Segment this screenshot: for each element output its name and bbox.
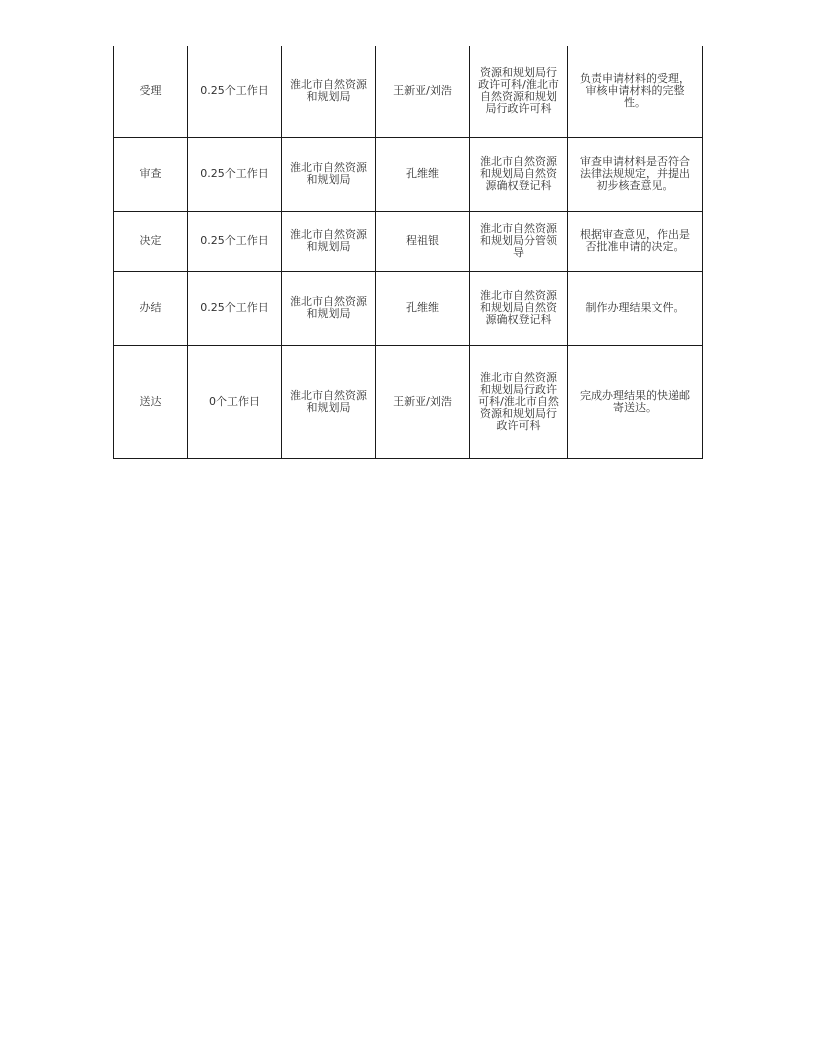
table-row	[114, 137, 703, 211]
organization-cell: 淮北市自然资源和规划局	[282, 46, 376, 137]
time-limit-cell: 0.25个工作日	[188, 46, 282, 137]
time-limit-cell: 0.25个工作日	[188, 211, 282, 271]
time-limit-cell: 0.25个工作日	[188, 137, 282, 211]
table-row	[114, 46, 703, 137]
person-cell: 王新亚/刘浩	[376, 46, 470, 137]
person-cell: 程祖银	[376, 211, 470, 271]
person-cell: 王新亚/刘浩	[376, 345, 470, 458]
organization-cell: 淮北市自然资源和规划局	[282, 345, 376, 458]
table-row	[114, 211, 703, 271]
time-limit-cell: 0.25个工作日	[188, 271, 282, 345]
duty-cell: 完成办理结果的快递邮寄送达。	[568, 345, 703, 458]
department-cell: 淮北市自然资源和规划局自然资源确权登记科	[470, 137, 568, 211]
stage-cell: 受理	[114, 46, 188, 137]
department-cell: 淮北市自然资源和规划局行政许可科/淮北市自然资源和规划局行政许可科	[470, 345, 568, 458]
duty-cell: 负责申请材料的受理，审核申请材料的完整性。	[568, 46, 703, 137]
duty-cell: 审查申请材料是否符合法律法规规定，并提出初步核查意见。	[568, 137, 703, 211]
department-cell: 淮北市自然资源和规划局自然资源确权登记科	[470, 271, 568, 345]
process-table	[113, 46, 703, 459]
organization-cell: 淮北市自然资源和规划局	[282, 211, 376, 271]
table-row	[114, 345, 703, 458]
organization-cell: 淮北市自然资源和规划局	[282, 271, 376, 345]
stage-cell: 送达	[114, 345, 188, 458]
stage-cell: 审查	[114, 137, 188, 211]
time-limit-cell: 0个工作日	[188, 345, 282, 458]
organization-cell: 淮北市自然资源和规划局	[282, 137, 376, 211]
person-cell: 孔维维	[376, 137, 470, 211]
stage-cell: 办结	[114, 271, 188, 345]
department-cell: 资源和规划局行政许可科/淮北市自然资源和规划局行政许可科	[470, 46, 568, 137]
table-row	[114, 271, 703, 345]
person-cell: 孔维维	[376, 271, 470, 345]
department-cell: 淮北市自然资源和规划局分管领导	[470, 211, 568, 271]
duty-cell: 根据审查意见，作出是否批准申请的决定。	[568, 211, 703, 271]
stage-cell: 决定	[114, 211, 188, 271]
duty-cell: 制作办理结果文件。	[568, 271, 703, 345]
